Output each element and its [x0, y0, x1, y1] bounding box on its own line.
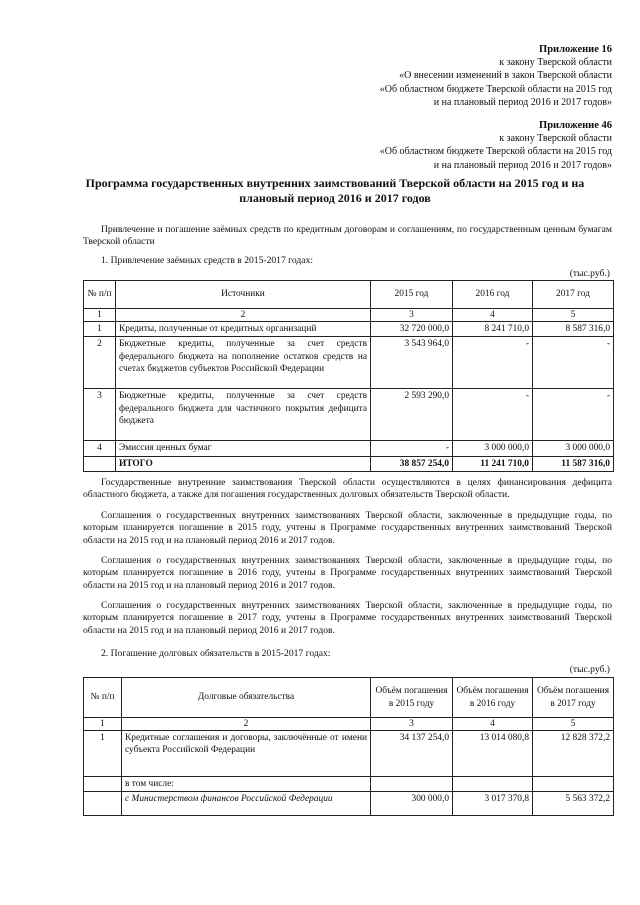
- row-source: Кредиты, полученные от кредитных организаций: [116, 322, 371, 337]
- appendix-46-line: к закону Тверской области: [499, 133, 612, 145]
- row-value-2017: 5 563 372,2: [533, 792, 614, 816]
- table-row: [84, 792, 614, 816]
- header-cell-2015: 2015 год: [371, 281, 453, 309]
- appendix-16-line: к закону Тверской области: [499, 57, 612, 69]
- appendix-46-line: и на плановый период 2016 и 2017 годов»: [433, 159, 612, 171]
- column-number-row: [84, 309, 614, 322]
- total-empty-cell: [84, 456, 116, 471]
- appendix-46-line: «Об областном бюджете Тверской области на 2015 год: [379, 146, 612, 158]
- header-cell-2016: Объём погашения в 2016 году: [453, 678, 533, 718]
- including-empty-cell: [84, 777, 122, 792]
- including-empty-cell: [371, 777, 453, 792]
- row-value-2016: 3 017 370,8: [453, 792, 533, 816]
- appendix-16-block: [380, 43, 612, 109]
- row-value-2017: -: [533, 389, 614, 441]
- column-number: 1: [84, 718, 122, 731]
- appendix-16-line: «Об областном бюджете Тверской области на 2015 год: [379, 83, 612, 95]
- including-empty-cell: [533, 777, 614, 792]
- section-2-units: (тыс.руб.): [569, 664, 610, 675]
- column-number: 4: [453, 309, 533, 322]
- total-value-2015: 38 857 254,0: [371, 456, 453, 471]
- table-header-row: [84, 281, 614, 309]
- header-cell-2017: Объём погашения в 2017 году: [533, 678, 614, 718]
- row-value-2016: -: [453, 389, 533, 441]
- row-source: Бюджетные кредиты, полученные за счет средств федерального бюджета на пополнение остатков средств на счетах бюджетов субъектов Российской Федерации: [116, 337, 371, 389]
- appendix-46-block: [380, 119, 612, 172]
- including-row: [84, 777, 614, 792]
- header-cell-2015: Объём погашения в 2015 году: [371, 678, 453, 718]
- header-cell-sources: Источники: [116, 281, 371, 309]
- row-source: Бюджетные кредиты, полученные за счет средств федерального бюджета для частичного покрытия дефицита бюджета: [116, 389, 371, 441]
- header-cell-obligations: Долговые обязательства: [122, 678, 371, 718]
- intro-paragraph: Привлечение и погашение заёмных средств по кредитным договорам и соглашениям, по государственным ценным бумагам Тверской области: [83, 224, 612, 248]
- section-1-heading: 1. Привлечение заёмных средств в 2015-2017 годах:: [101, 255, 313, 266]
- row-value-2017: 3 000 000,0: [533, 441, 614, 456]
- row-value-2016: 3 000 000,0: [453, 441, 533, 456]
- row-value-2015: -: [371, 441, 453, 456]
- row-value-2017: 8 587 316,0: [533, 322, 614, 337]
- table-row: [84, 389, 614, 441]
- row-value-2015: 300 000,0: [371, 792, 453, 816]
- row-value-2015: 2 593 290,0: [371, 389, 453, 441]
- column-number: 2: [116, 309, 371, 322]
- sub-row-empty-cell: [84, 792, 122, 816]
- document-title: Программа государственных внутренних заимствований Тверской области на 2015 год и на плановый период 2016 и 2017 годов: [85, 176, 585, 205]
- column-number: 4: [453, 718, 533, 731]
- column-number: 5: [533, 309, 614, 322]
- row-obligation: Кредитные соглашения и договоры, заключённые от имени субъекта Российской Федерации: [122, 731, 371, 777]
- row-value-2017: -: [533, 337, 614, 389]
- header-cell-2017: 2017 год: [533, 281, 614, 309]
- total-row: [84, 456, 614, 471]
- row-value-2016: -: [453, 337, 533, 389]
- borrowings-table: [83, 280, 614, 472]
- row-value-2015: 34 137 254,0: [371, 731, 453, 777]
- appendix-16-line: «О внесении изменений в закон Тверской области: [399, 70, 612, 82]
- row-number: 1: [84, 731, 122, 777]
- paragraph-2015-repayment: Соглашения о государственных внутренних заимствованиях Тверской области, заключенные в предыдущие годы, по которым планируется погашение в 2015 году, учтены в Программе государственных внутренних заимствований Тверской области на 2015 год и на плановый период 2016 и 2017 годов.: [83, 510, 612, 546]
- table-row: [84, 731, 614, 777]
- header-cell-2016: 2016 год: [453, 281, 533, 309]
- row-number: 3: [84, 389, 116, 441]
- table-row: [84, 441, 614, 456]
- row-number: 4: [84, 441, 116, 456]
- appendix-46-title: Приложение 46: [539, 120, 612, 131]
- repayment-table: [83, 677, 614, 816]
- row-value-2017: 12 828 372,2: [533, 731, 614, 777]
- including-label: в том числе:: [122, 777, 371, 792]
- header-cell-number: № п/п: [84, 678, 122, 718]
- table-row: [84, 337, 614, 389]
- row-source: Эмиссия ценных бумаг: [116, 441, 371, 456]
- total-value-2017: 11 587 316,0: [533, 456, 614, 471]
- paragraph-2017-repayment: Соглашения о государственных внутренних заимствованиях Тверской области, заключенные в предыдущие годы, по которым планируется погашение в 2017 году, учтены в Программе государственных внутренних заимствований Тверской области на 2015 год и на плановый период 2016 и 2017 годов.: [83, 600, 612, 636]
- column-number: 3: [371, 718, 453, 731]
- section-1-units: (тыс.руб.): [569, 268, 610, 279]
- row-value-2016: 8 241 710,0: [453, 322, 533, 337]
- total-value-2016: 11 241 710,0: [453, 456, 533, 471]
- table-header-row: [84, 678, 614, 718]
- including-empty-cell: [453, 777, 533, 792]
- column-number: 5: [533, 718, 614, 731]
- row-value-2015: 32 720 000,0: [371, 322, 453, 337]
- row-value-2015: 3 543 964,0: [371, 337, 453, 389]
- header-cell-number: № п/п: [84, 281, 116, 309]
- paragraph-purpose: Государственные внутренние заимствования Тверской области осуществляются в целях финансирования дефицита областного бюджета, а также для погашения государственных долговых обязательств Тверской области.: [83, 477, 612, 501]
- row-obligation: с Министерством финансов Российской Федерации: [122, 792, 371, 816]
- row-value-2016: 13 014 080,8: [453, 731, 533, 777]
- column-number: 2: [122, 718, 371, 731]
- total-label: ИТОГО: [116, 456, 371, 471]
- appendix-16-line: и на плановый период 2016 и 2017 годов»: [433, 96, 612, 108]
- table-row: [84, 322, 614, 337]
- column-number-row: [84, 718, 614, 731]
- row-number: 2: [84, 337, 116, 389]
- row-number: 1: [84, 322, 116, 337]
- column-number: 3: [371, 309, 453, 322]
- paragraph-2016-repayment: Соглашения о государственных внутренних заимствованиях Тверской области, заключенные в предыдущие годы, по которым планируется погашение в 2016 году, учтены в Программе государственных внутренних заимствований Тверской области на 2015 год и на плановый период 2016 и 2017 годов.: [83, 555, 612, 591]
- section-2-heading: 2. Погашение долговых обязательств в 2015-2017 годах:: [101, 648, 331, 659]
- appendix-16-title: Приложение 16: [539, 44, 612, 55]
- column-number: 1: [84, 309, 116, 322]
